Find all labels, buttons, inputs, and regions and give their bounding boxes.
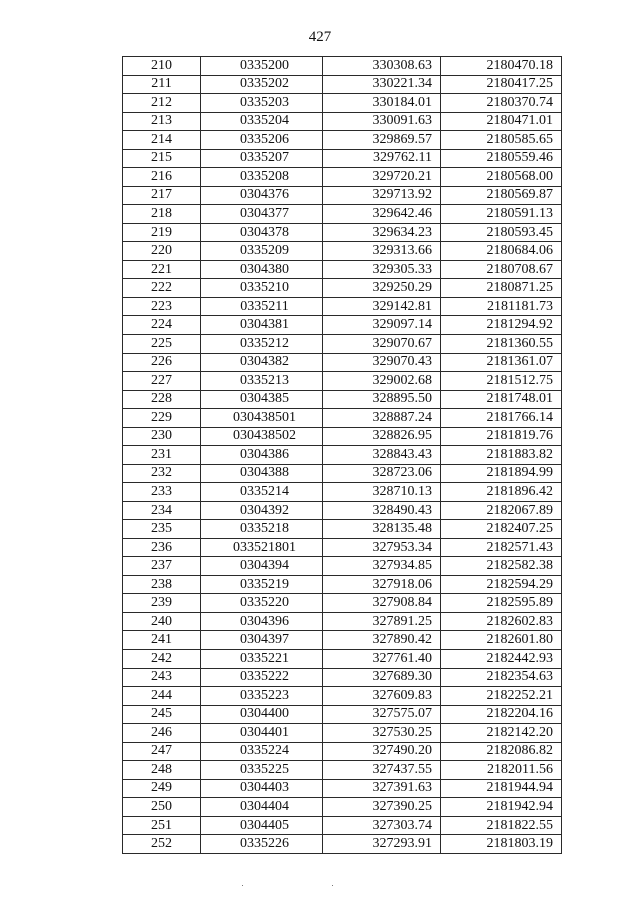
y-coordinate-cell: 2182601.80	[441, 631, 562, 650]
x-coordinate-cell: 328723.06	[323, 464, 441, 483]
point-code-cell: 0335207	[201, 149, 323, 168]
x-coordinate-cell: 329762.11	[323, 149, 441, 168]
point-code-cell: 0304405	[201, 816, 323, 835]
point-number-cell: 233	[123, 483, 201, 502]
point-number-cell: 251	[123, 816, 201, 835]
point-code-cell: 0335208	[201, 168, 323, 187]
table-row	[123, 668, 562, 687]
point-code-cell: 0335204	[201, 112, 323, 131]
table-row	[123, 205, 562, 224]
table-row	[123, 131, 562, 150]
x-coordinate-cell: 328843.43	[323, 446, 441, 465]
y-coordinate-cell: 2181896.42	[441, 483, 562, 502]
x-coordinate-cell: 328135.48	[323, 520, 441, 539]
y-coordinate-cell: 2180569.87	[441, 186, 562, 205]
x-coordinate-cell: 328895.50	[323, 390, 441, 409]
x-coordinate-cell: 327391.63	[323, 779, 441, 798]
point-code-cell: 0304378	[201, 223, 323, 242]
point-code-cell: 0304381	[201, 316, 323, 335]
x-coordinate-cell: 327437.55	[323, 761, 441, 780]
x-coordinate-cell: 328887.24	[323, 409, 441, 428]
table-row	[123, 168, 562, 187]
y-coordinate-cell: 2182571.43	[441, 538, 562, 557]
x-coordinate-cell: 327303.74	[323, 816, 441, 835]
y-coordinate-cell: 2181803.19	[441, 835, 562, 854]
x-coordinate-cell: 329097.14	[323, 316, 441, 335]
point-code-cell: 0304401	[201, 724, 323, 743]
table-row	[123, 149, 562, 168]
point-number-cell: 225	[123, 334, 201, 353]
table-row	[123, 575, 562, 594]
point-number-cell: 216	[123, 168, 201, 187]
x-coordinate-cell: 329250.29	[323, 279, 441, 298]
table-row	[123, 687, 562, 706]
table-row	[123, 483, 562, 502]
y-coordinate-cell: 2181883.82	[441, 446, 562, 465]
table-row	[123, 427, 562, 446]
table-row	[123, 501, 562, 520]
table-row	[123, 223, 562, 242]
point-number-cell: 247	[123, 742, 201, 761]
point-code-cell: 0335211	[201, 297, 323, 316]
x-coordinate-cell: 327490.20	[323, 742, 441, 761]
point-number-cell: 211	[123, 75, 201, 94]
x-coordinate-cell: 327891.25	[323, 612, 441, 631]
point-code-cell: 0304397	[201, 631, 323, 650]
x-coordinate-cell: 330308.63	[323, 57, 441, 76]
y-coordinate-cell: 2182354.63	[441, 668, 562, 687]
point-number-cell: 228	[123, 390, 201, 409]
y-coordinate-cell: 2181748.01	[441, 390, 562, 409]
table-row	[123, 631, 562, 650]
point-number-cell: 243	[123, 668, 201, 687]
point-number-cell: 213	[123, 112, 201, 131]
point-code-cell: 030438501	[201, 409, 323, 428]
x-coordinate-cell: 327761.40	[323, 650, 441, 669]
point-code-cell: 0335206	[201, 131, 323, 150]
table-row	[123, 446, 562, 465]
x-coordinate-cell: 327918.06	[323, 575, 441, 594]
scan-specks	[0, 885, 640, 889]
point-number-cell: 212	[123, 94, 201, 113]
y-coordinate-cell: 2180585.65	[441, 131, 562, 150]
y-coordinate-cell: 2180470.18	[441, 57, 562, 76]
y-coordinate-cell: 2181360.55	[441, 334, 562, 353]
point-code-cell: 0304382	[201, 353, 323, 372]
point-code-cell: 0335209	[201, 242, 323, 261]
point-code-cell: 0335225	[201, 761, 323, 780]
coordinates-table-body	[123, 57, 562, 854]
x-coordinate-cell: 327293.91	[323, 835, 441, 854]
table-row	[123, 260, 562, 279]
point-code-cell: 0304400	[201, 705, 323, 724]
point-code-cell: 0335213	[201, 372, 323, 391]
table-row	[123, 705, 562, 724]
table-row	[123, 75, 562, 94]
y-coordinate-cell: 2181294.92	[441, 316, 562, 335]
table-row	[123, 835, 562, 854]
x-coordinate-cell: 329713.92	[323, 186, 441, 205]
y-coordinate-cell: 2182067.89	[441, 501, 562, 520]
point-code-cell: 0304404	[201, 798, 323, 817]
y-coordinate-cell: 2180871.25	[441, 279, 562, 298]
point-number-cell: 214	[123, 131, 201, 150]
x-coordinate-cell: 327575.07	[323, 705, 441, 724]
point-code-cell: 0304394	[201, 557, 323, 576]
scan-speck	[332, 885, 333, 886]
table-row	[123, 297, 562, 316]
y-coordinate-cell: 2180559.46	[441, 149, 562, 168]
point-number-cell: 215	[123, 149, 201, 168]
point-code-cell: 0304380	[201, 260, 323, 279]
point-code-cell: 0335203	[201, 94, 323, 113]
page-number: 427	[308, 29, 332, 45]
point-number-cell: 245	[123, 705, 201, 724]
x-coordinate-cell: 329002.68	[323, 372, 441, 391]
point-number-cell: 246	[123, 724, 201, 743]
table-row	[123, 316, 562, 335]
point-number-cell: 236	[123, 538, 201, 557]
point-number-cell: 222	[123, 279, 201, 298]
x-coordinate-cell: 327390.25	[323, 798, 441, 817]
table-row	[123, 464, 562, 483]
x-coordinate-cell: 327908.84	[323, 594, 441, 613]
point-number-cell: 242	[123, 650, 201, 669]
x-coordinate-cell: 327934.85	[323, 557, 441, 576]
point-code-cell: 0335221	[201, 650, 323, 669]
table-row	[123, 390, 562, 409]
point-number-cell: 229	[123, 409, 201, 428]
point-number-cell: 219	[123, 223, 201, 242]
table-row	[123, 557, 562, 576]
point-number-cell: 234	[123, 501, 201, 520]
point-code-cell: 0335226	[201, 835, 323, 854]
y-coordinate-cell: 2181361.07	[441, 353, 562, 372]
point-code-cell: 0304388	[201, 464, 323, 483]
point-number-cell: 230	[123, 427, 201, 446]
coordinates-table	[122, 56, 562, 854]
point-number-cell: 218	[123, 205, 201, 224]
table-row	[123, 186, 562, 205]
y-coordinate-cell: 2182011.56	[441, 761, 562, 780]
table-row	[123, 538, 562, 557]
x-coordinate-cell: 328490.43	[323, 501, 441, 520]
x-coordinate-cell: 330221.34	[323, 75, 441, 94]
point-number-cell: 252	[123, 835, 201, 854]
point-code-cell: 0335200	[201, 57, 323, 76]
point-number-cell: 250	[123, 798, 201, 817]
point-number-cell: 224	[123, 316, 201, 335]
point-code-cell: 0335212	[201, 334, 323, 353]
y-coordinate-cell: 2181822.55	[441, 816, 562, 835]
y-coordinate-cell: 2181766.14	[441, 409, 562, 428]
point-number-cell: 232	[123, 464, 201, 483]
x-coordinate-cell: 328826.95	[323, 427, 441, 446]
y-coordinate-cell: 2182582.38	[441, 557, 562, 576]
point-number-cell: 220	[123, 242, 201, 261]
point-code-cell: 0335220	[201, 594, 323, 613]
table-row	[123, 242, 562, 261]
y-coordinate-cell: 2181512.75	[441, 372, 562, 391]
point-code-cell: 0304396	[201, 612, 323, 631]
point-code-cell: 0335224	[201, 742, 323, 761]
y-coordinate-cell: 2180591.13	[441, 205, 562, 224]
y-coordinate-cell: 2180708.67	[441, 260, 562, 279]
x-coordinate-cell: 327530.25	[323, 724, 441, 743]
y-coordinate-cell: 2180568.00	[441, 168, 562, 187]
point-code-cell: 0335210	[201, 279, 323, 298]
point-number-cell: 237	[123, 557, 201, 576]
table-row	[123, 798, 562, 817]
point-number-cell: 239	[123, 594, 201, 613]
point-code-cell: 0335219	[201, 575, 323, 594]
y-coordinate-cell: 2181944.94	[441, 779, 562, 798]
y-coordinate-cell: 2181819.76	[441, 427, 562, 446]
x-coordinate-cell: 328710.13	[323, 483, 441, 502]
point-code-cell: 0335214	[201, 483, 323, 502]
point-code-cell: 0304403	[201, 779, 323, 798]
point-number-cell: 248	[123, 761, 201, 780]
table-row	[123, 520, 562, 539]
point-number-cell: 238	[123, 575, 201, 594]
point-number-cell: 221	[123, 260, 201, 279]
y-coordinate-cell: 2182407.25	[441, 520, 562, 539]
point-code-cell: 0304392	[201, 501, 323, 520]
x-coordinate-cell: 329642.46	[323, 205, 441, 224]
y-coordinate-cell: 2180370.74	[441, 94, 562, 113]
point-number-cell: 249	[123, 779, 201, 798]
table-row	[123, 761, 562, 780]
x-coordinate-cell: 327953.34	[323, 538, 441, 557]
y-coordinate-cell: 2180684.06	[441, 242, 562, 261]
table-row	[123, 594, 562, 613]
x-coordinate-cell: 330091.63	[323, 112, 441, 131]
point-code-cell: 0304386	[201, 446, 323, 465]
point-code-cell: 0335223	[201, 687, 323, 706]
x-coordinate-cell: 329305.33	[323, 260, 441, 279]
table-row	[123, 94, 562, 113]
point-number-cell: 226	[123, 353, 201, 372]
x-coordinate-cell: 329869.57	[323, 131, 441, 150]
y-coordinate-cell: 2182602.83	[441, 612, 562, 631]
table-row	[123, 612, 562, 631]
point-code-cell: 0335222	[201, 668, 323, 687]
y-coordinate-cell: 2181894.99	[441, 464, 562, 483]
point-code-cell: 033521801	[201, 538, 323, 557]
point-number-cell: 244	[123, 687, 201, 706]
y-coordinate-cell: 2182086.82	[441, 742, 562, 761]
point-code-cell: 030438502	[201, 427, 323, 446]
y-coordinate-cell: 2180417.25	[441, 75, 562, 94]
table-row	[123, 650, 562, 669]
point-number-cell: 210	[123, 57, 201, 76]
y-coordinate-cell: 2182142.20	[441, 724, 562, 743]
table-row	[123, 409, 562, 428]
point-number-cell: 240	[123, 612, 201, 631]
scan-speck	[242, 885, 243, 886]
y-coordinate-cell: 2182442.93	[441, 650, 562, 669]
point-number-cell: 227	[123, 372, 201, 391]
table-row	[123, 57, 562, 76]
y-coordinate-cell: 2180471.01	[441, 112, 562, 131]
table-row	[123, 742, 562, 761]
point-code-cell: 0304376	[201, 186, 323, 205]
y-coordinate-cell: 2182595.89	[441, 594, 562, 613]
y-coordinate-cell: 2182204.16	[441, 705, 562, 724]
point-number-cell: 217	[123, 186, 201, 205]
y-coordinate-cell: 2182252.21	[441, 687, 562, 706]
table-row	[123, 279, 562, 298]
x-coordinate-cell: 329070.43	[323, 353, 441, 372]
table-row	[123, 372, 562, 391]
x-coordinate-cell: 329313.66	[323, 242, 441, 261]
point-code-cell: 0335202	[201, 75, 323, 94]
table-row	[123, 816, 562, 835]
table-row	[123, 779, 562, 798]
x-coordinate-cell: 329070.67	[323, 334, 441, 353]
y-coordinate-cell: 2182594.29	[441, 575, 562, 594]
point-number-cell: 223	[123, 297, 201, 316]
table-row	[123, 353, 562, 372]
x-coordinate-cell: 327609.83	[323, 687, 441, 706]
x-coordinate-cell: 327689.30	[323, 668, 441, 687]
x-coordinate-cell: 329634.23	[323, 223, 441, 242]
point-number-cell: 231	[123, 446, 201, 465]
x-coordinate-cell: 327890.42	[323, 631, 441, 650]
table-row	[123, 112, 562, 131]
point-code-cell: 0304385	[201, 390, 323, 409]
point-code-cell: 0304377	[201, 205, 323, 224]
x-coordinate-cell: 330184.01	[323, 94, 441, 113]
x-coordinate-cell: 329720.21	[323, 168, 441, 187]
x-coordinate-cell: 329142.81	[323, 297, 441, 316]
y-coordinate-cell: 2181942.94	[441, 798, 562, 817]
y-coordinate-cell: 2181181.73	[441, 297, 562, 316]
point-code-cell: 0335218	[201, 520, 323, 539]
point-number-cell: 241	[123, 631, 201, 650]
table-row	[123, 334, 562, 353]
point-number-cell: 235	[123, 520, 201, 539]
table-row	[123, 724, 562, 743]
y-coordinate-cell: 2180593.45	[441, 223, 562, 242]
